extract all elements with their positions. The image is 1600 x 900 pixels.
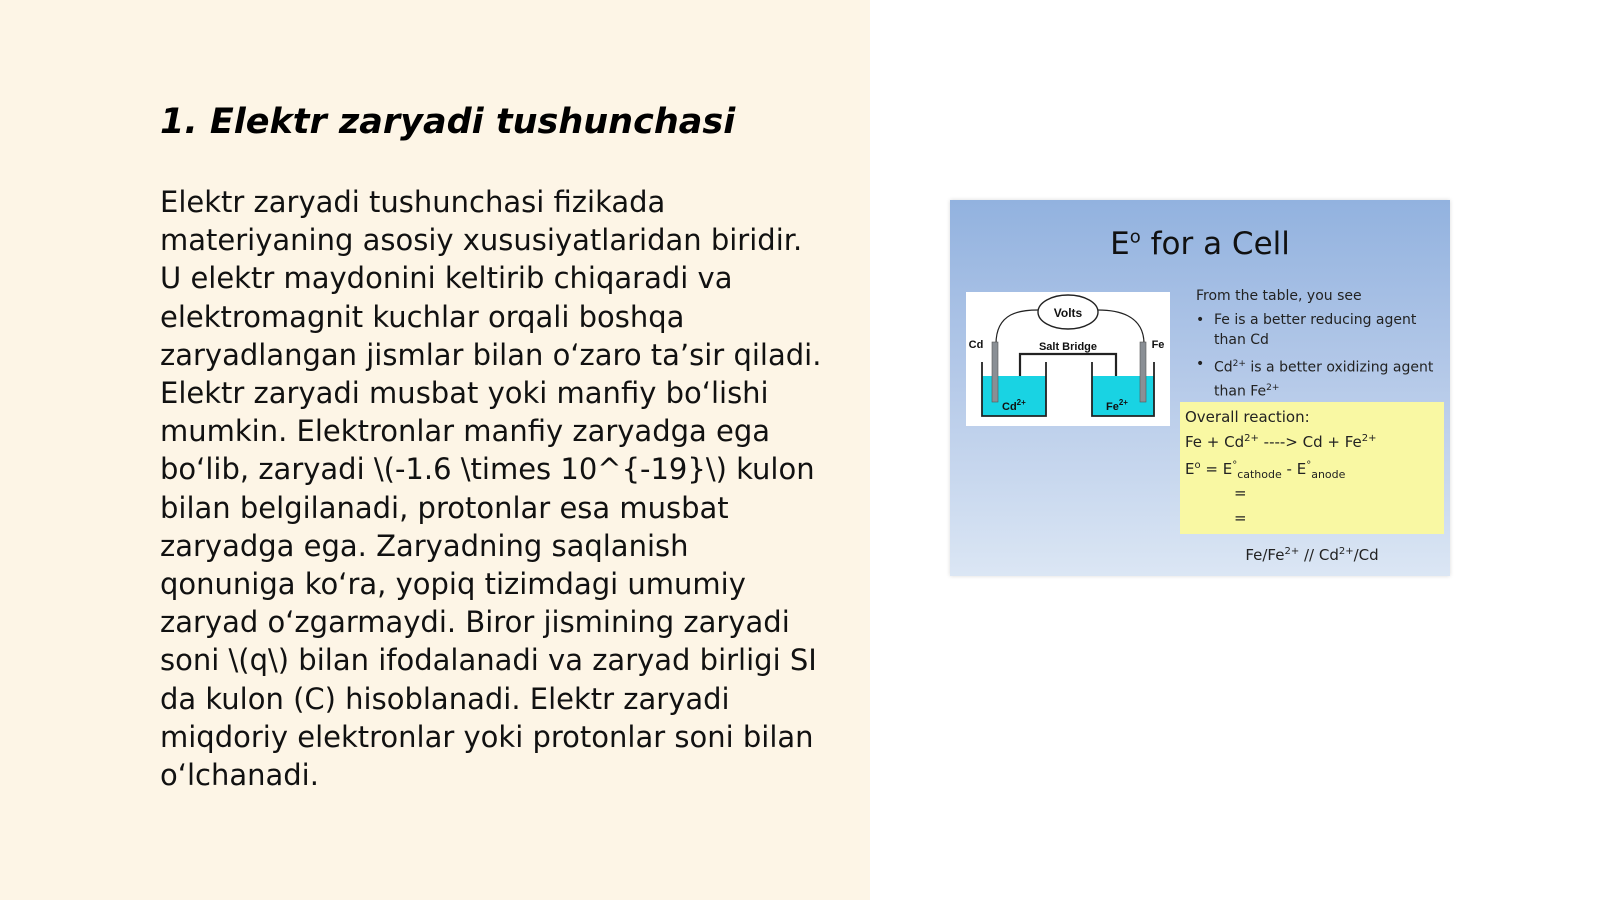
emf-equation (1185, 460, 1345, 481)
cell-notation (1180, 546, 1444, 564)
body-line: Elektr zaryadi musbat yoki manfiy bo‘lishi (160, 376, 769, 411)
body-paragraph (160, 183, 850, 794)
note-heading: From the table, you see (1196, 288, 1362, 304)
bullet-line (1196, 354, 1446, 378)
body-line: zaryadlangan jismlar bilan o‘zaro ta’sir qiladi. (160, 337, 822, 372)
slide-title: 1. Elektr zaryadi tushunchasi (160, 102, 736, 142)
body-line: U elektr maydonini keltirib chiqaradi va (160, 261, 733, 296)
body-line: qonuniga ko‘ra, yopiq tizimdagi umumiy (160, 567, 746, 602)
body-line: zaryad o‘zgarmaydi. Biror jismining zaryadi (160, 605, 790, 640)
fe-ion-charge: 2+ (1118, 398, 1128, 407)
right-wire (1098, 310, 1144, 344)
figure-title-e: E (1110, 226, 1130, 262)
body-line: miqdoriy elektronlar yoki protonlar soni bilan (160, 719, 814, 754)
overall-reaction-box (1180, 402, 1444, 534)
emf-sup: o (1194, 460, 1201, 471)
left-wire (996, 310, 1038, 344)
cd-ion-charge: 2+ (1016, 398, 1026, 407)
bullet-line: than Cd (1214, 332, 1269, 348)
body-line: bo‘lib, zaryadi \(-1.6 \times 10^{-19}\) kulon (160, 452, 815, 487)
bullet-line (1196, 378, 1446, 402)
cell-notation-part: // Cd (1299, 546, 1339, 564)
bullet-sup: 2+ (1232, 359, 1246, 369)
bullet-reducing-agent (1196, 310, 1446, 350)
reaction-equation (1185, 433, 1377, 451)
fe-ion-symbol: Fe (1106, 401, 1119, 413)
cell-diagram-svg (966, 292, 1170, 426)
reaction-sup: 2+ (1361, 433, 1377, 444)
body-line: da kulon (C) hisoblanadi. Elektr zaryadi (160, 681, 730, 716)
emf-sub: anode (1311, 468, 1346, 481)
bullet-dot: • (1196, 312, 1205, 328)
body-line: elektromagnit kuchlar orqali boshqa (160, 299, 685, 334)
reaction-part: Fe + Cd (1185, 433, 1245, 451)
emf-part: - E (1281, 460, 1307, 478)
fe-electrode (1140, 342, 1146, 402)
body-line: soni \(q\) bilan ifodalanadi va zaryad birligi SI (160, 643, 817, 678)
reaction-part: ----> Cd + Fe (1258, 433, 1362, 451)
bullet-line: Fe is a better reducing agent (1214, 312, 1417, 328)
emf-sup: ° (1232, 460, 1238, 471)
overall-reaction-label: Overall reaction: (1185, 408, 1310, 426)
body-line: bilan belgilanadi, protonlar esa musbat (160, 490, 729, 525)
fe-electrode-label: Fe (1151, 339, 1165, 351)
equals-line: = (1234, 509, 1247, 527)
emf-e: E (1185, 460, 1195, 478)
body-line: mumkin. Elektronlar manfiy zaryadga ega (160, 414, 771, 449)
body-line: Elektr zaryadi tushunchasi fizikada (160, 185, 666, 219)
body-line: o‘lchanadi. (160, 758, 319, 793)
bullet-text: Cd (1214, 359, 1233, 376)
bullet-text: than Fe (1214, 383, 1267, 400)
bullet-oxidizing-agent (1196, 354, 1446, 401)
volts-label: Volts (1053, 306, 1083, 320)
cell-notation-sup: 2+ (1284, 546, 1300, 557)
figure-title-rest: for a Cell (1140, 226, 1290, 262)
cd-ion-symbol: Cd (1002, 401, 1017, 413)
equals-line: = (1234, 484, 1247, 502)
emf-sup: ° (1306, 460, 1312, 471)
electrochemical-cell-figure (950, 200, 1450, 576)
emf-part: = E (1200, 460, 1233, 478)
body-line: zaryadga ega. Zaryadning saqlanish (160, 528, 689, 563)
emf-sub: cathode (1237, 468, 1282, 481)
bullet-dot: • (1196, 356, 1205, 372)
figure-title-sup: o (1129, 226, 1141, 248)
cell-notation-part: Fe/Fe (1245, 546, 1285, 564)
galvanic-cell-diagram (966, 292, 1170, 426)
cell-notation-part: /Cd (1353, 546, 1379, 564)
bullet-text: is a better oxidizing agent (1245, 359, 1434, 376)
cd-electrode-label: Cd (968, 339, 984, 351)
cd-electrode (992, 342, 998, 402)
figure-title (950, 226, 1450, 262)
body-line: materiyaning asosiy xususiyatlaridan biridir. (160, 223, 803, 258)
salt-bridge-label: Salt Bridge (1038, 341, 1098, 353)
reaction-sup: 2+ (1244, 433, 1259, 444)
cell-notation-sup: 2+ (1338, 546, 1354, 557)
bullet-sup: 2+ (1266, 382, 1280, 393)
